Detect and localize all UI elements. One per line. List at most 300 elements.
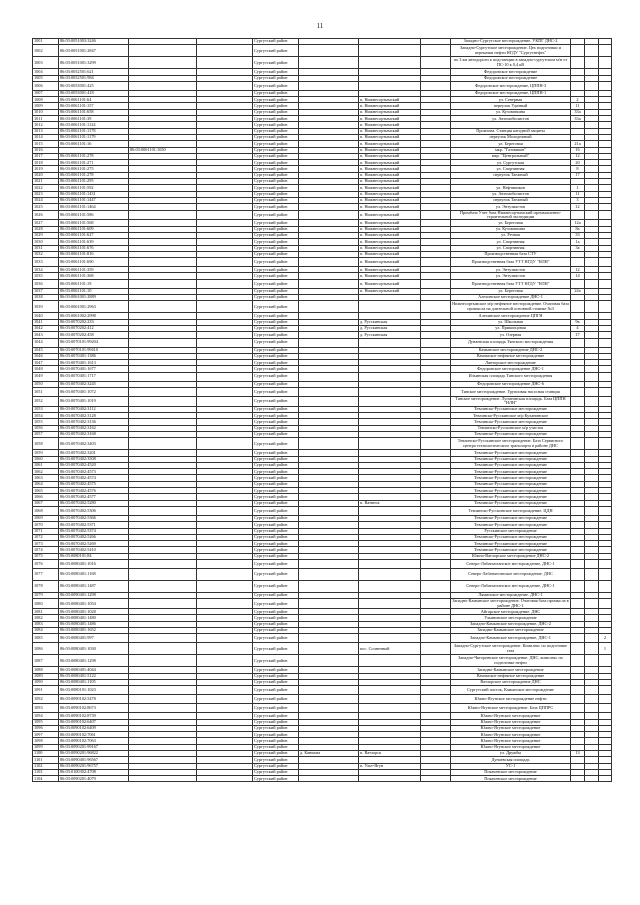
table-cell: 86:03:0070202:458 <box>59 332 129 338</box>
table-cell: Сургутский район <box>253 494 299 500</box>
table-cell <box>197 686 253 695</box>
table-cell <box>129 776 197 782</box>
table-cell: Сургутский район <box>253 191 299 197</box>
table-cell: 86:03:0052501:621 <box>59 69 129 75</box>
table-cell <box>421 686 451 695</box>
table-cell <box>299 695 359 704</box>
table-cell: 1034 <box>33 267 59 273</box>
table-cell: Алехинское месторождение ДНС-1 <box>451 295 571 301</box>
table-cell <box>197 396 253 406</box>
table-cell: 86:03:0090102:8739 <box>59 713 129 719</box>
table-cell: Западно-Камынское месторождение <box>451 628 571 634</box>
table-cell: 1024 <box>33 197 59 203</box>
table-cell: 86:03:0061001:2963 <box>59 301 129 313</box>
table-cell: Сургутский район <box>253 732 299 738</box>
table-cell: ул. Школьная <box>451 319 571 325</box>
table-cell: 86:03:0080401:1030 <box>59 643 129 655</box>
table-cell: 86:03:0070202:233 <box>59 319 129 325</box>
table-cell <box>585 210 599 220</box>
table-cell: 1080 <box>33 599 59 609</box>
table-cell <box>197 634 253 643</box>
table-cell: ул. Дружбы <box>451 751 571 757</box>
table-cell <box>421 210 451 220</box>
table-cell: Сургутский район <box>253 232 299 238</box>
table-cell <box>129 396 197 406</box>
table-cell: 1084 <box>33 628 59 634</box>
table-cell <box>421 301 451 313</box>
table-cell: 86:03:0061101:1431 <box>59 191 129 197</box>
table-cell: 1101 <box>33 757 59 763</box>
table-cell: 86:03:0061101:1179 <box>59 134 129 140</box>
table-cell <box>585 279 599 288</box>
table-cell <box>299 569 359 581</box>
table-cell: 86:03:0090201:96757 <box>59 763 129 769</box>
table-cell <box>421 387 451 396</box>
table-cell <box>571 569 585 581</box>
table-cell: п. Нижнесортымский <box>359 141 421 147</box>
table-cell <box>585 599 599 609</box>
table-cell: 1089 <box>33 673 59 679</box>
table-cell <box>129 301 197 313</box>
table-cell: 1063 <box>33 475 59 481</box>
table-cell: 1005 <box>33 75 59 81</box>
table-cell <box>599 396 612 406</box>
table-row <box>33 438 612 450</box>
table-cell: 1061 <box>33 462 59 468</box>
table-cell: д. Каюкова <box>299 751 359 757</box>
table-cell: Южно-Ягунское месторождение <box>451 744 571 750</box>
table-cell: 86:03:0070402:3128 <box>59 413 129 419</box>
table-cell: 86:03:0052501:984 <box>59 75 129 81</box>
table-cell: 2 <box>599 634 612 643</box>
table-cell <box>571 704 585 713</box>
table-cell <box>585 387 599 396</box>
table-cell <box>599 506 612 515</box>
table-row <box>33 506 612 515</box>
table-cell <box>359 81 421 90</box>
table-cell: 1055 <box>33 419 59 425</box>
table-cell <box>129 57 197 69</box>
table-cell <box>571 45 585 57</box>
table-cell <box>585 372 599 381</box>
table-cell: Сургутский район <box>253 615 299 621</box>
table-cell <box>299 599 359 609</box>
table-cell: Тевлинско-Русскинское месторождение <box>451 456 571 462</box>
table-cell: 1050 <box>33 381 59 387</box>
table-cell: 86:03:0090102:7061 <box>59 732 129 738</box>
table-cell: Сургутский район <box>253 197 299 203</box>
table-cell <box>129 387 197 396</box>
table-cell <box>299 776 359 782</box>
table-cell <box>571 258 585 267</box>
table-cell: Сургутский район <box>253 425 299 431</box>
table-cell: Сургутский район <box>253 547 299 553</box>
table-cell: Сургутский район <box>253 325 299 331</box>
table-cell: 86:03:0090102:5478 <box>59 695 129 704</box>
table-cell: 1001 <box>33 39 59 45</box>
table-cell: п. Нижнесортымский <box>359 226 421 232</box>
table-cell: 13 <box>571 751 585 757</box>
table-cell <box>599 438 612 450</box>
table-cell: Южно-Ягунское месторождение <box>451 713 571 719</box>
table-cell: Сургутский район <box>253 500 299 506</box>
table-cell: Покачевское месторождение <box>451 776 571 782</box>
table-cell: Сургутский район <box>253 462 299 468</box>
table-row <box>33 599 612 609</box>
table-cell: переулок Молодежный <box>451 134 571 140</box>
table-cell: Западно-Камынское месторождение, ДНС-1 <box>451 634 571 643</box>
table-cell <box>571 506 585 515</box>
table-cell <box>299 686 359 695</box>
table-cell: п. Нижнесортымский <box>359 204 421 210</box>
table-cell: Сургутский район <box>253 769 299 775</box>
table-cell: п. Нижнесортымский <box>359 251 421 257</box>
table-cell: Сургутский район <box>253 776 299 782</box>
table-cell <box>299 655 359 667</box>
table-cell: 1020 <box>33 172 59 178</box>
table-cell: 86:03:0070401:1386 <box>59 353 129 359</box>
table-cell <box>571 634 585 643</box>
table-cell: мкр. "Газовиков" <box>451 147 571 153</box>
table-cell: Западно-Чигоринское месторождение. ДНС, комплекс по подготовке нефти <box>451 655 571 667</box>
table-cell: Сургутский район <box>253 258 299 267</box>
table-cell: п. Нижнесортымский <box>359 147 421 153</box>
table-cell <box>421 57 451 69</box>
table-cell: Тевлинско-Русскинское месторождение <box>451 515 571 521</box>
table-cell: Тевлинско-Русскинское месторождение. ЦДН <box>451 506 571 515</box>
table-cell: 86:03:0090102:7063 <box>59 738 129 744</box>
table-cell: 33а <box>571 116 585 122</box>
table-cell: Тевлинско-Русскинское месторождение <box>451 494 571 500</box>
table-cell: 86:03:0070402:3508 <box>59 456 129 462</box>
table-cell: п. Ульт-Ягун <box>359 763 421 769</box>
table-cell: Сургутский район <box>253 456 299 462</box>
table-cell <box>197 776 253 782</box>
table-cell: 86:03:0061101:278 <box>59 153 129 159</box>
table-cell: Сургутский район <box>253 97 299 103</box>
table-cell: Федоровское месторождение, ЦППН-3 <box>451 81 571 90</box>
table-cell: 1019 <box>33 166 59 172</box>
table-cell <box>599 581 612 593</box>
table-cell: п. Нижнесортымский <box>359 185 421 191</box>
register-table-body <box>33 39 612 782</box>
table-cell: Ляминское месторождение. ДНС-1 <box>451 593 571 599</box>
table-cell <box>571 372 585 381</box>
table-cell <box>421 81 451 90</box>
table-cell: Федоровское месторождение, ЦППН-1 <box>451 90 571 96</box>
table-cell: 20 <box>571 160 585 166</box>
table-cell <box>585 695 599 704</box>
table-cell: Сургутский район <box>253 204 299 210</box>
table-cell <box>299 57 359 69</box>
table-cell <box>129 704 197 713</box>
table-cell: 86:03:0090401:96567 <box>59 757 129 763</box>
table-cell: Алехинское месторождение ЦПГН <box>451 313 571 319</box>
table-cell: 1030 <box>33 239 59 245</box>
table-cell: 1098 <box>33 738 59 744</box>
table-cell <box>421 704 451 713</box>
table-cell <box>197 301 253 313</box>
table-cell: п. Ватлорск <box>359 751 421 757</box>
table-cell: 86:03:0061101:16 <box>59 141 129 147</box>
table-cell: 86:03:0051003:3246 <box>59 39 129 45</box>
table-cell: Тевлинско-Русскинское м/р Куханинское <box>451 413 571 419</box>
table-cell: 86:03:0090201:4079 <box>59 776 129 782</box>
table-cell: 1012 <box>33 122 59 128</box>
table-cell: Сургутский район <box>253 288 299 294</box>
table-cell: 3 <box>571 197 585 203</box>
table-cell: Сургутский район <box>253 45 299 57</box>
table-cell: Южно-Ягунское месторождение. База ЦППРС <box>451 704 571 713</box>
table-cell: Тевлинско-Русскинское месторождение <box>451 469 571 475</box>
table-cell: Сургутский район <box>253 438 299 450</box>
table-cell: 1072 <box>33 534 59 540</box>
table-cell: 1004 <box>33 69 59 75</box>
table-cell: Южно-Ягунское месторождение <box>451 738 571 744</box>
table-cell: Дунаевская площадь <box>451 757 571 763</box>
table-cell: ул. Озерная <box>451 332 571 338</box>
table-cell <box>585 338 599 347</box>
table-cell: Сургутский район <box>253 116 299 122</box>
table-cell <box>571 655 585 667</box>
table-cell: д. Русскинская <box>359 332 421 338</box>
table-cell <box>571 776 585 782</box>
table-cell: Сургутский район <box>253 57 299 69</box>
table-cell: Сургутский район <box>253 744 299 750</box>
table-cell: 24а <box>571 288 585 294</box>
table-cell: Ватлорское месторождение ДНС <box>451 679 571 685</box>
table-cell: Сургутский район <box>253 90 299 96</box>
table-cell: Северо-Лабатьюганское месторождение, ДНС-1 <box>451 560 571 569</box>
table-cell: Западно-Сургутское месторождение. УКПГ ДНС-2 <box>451 39 571 45</box>
table-cell: Сургутский район <box>253 515 299 521</box>
table-cell: 1077 <box>33 569 59 581</box>
table-cell: Сургутский район <box>253 226 299 232</box>
table-cell: 1049 <box>33 372 59 381</box>
table-cell: 1 <box>599 643 612 655</box>
table-cell: Тевлинско-Русскинское месторождение <box>451 481 571 487</box>
table-cell <box>571 338 585 347</box>
table-row <box>33 643 612 655</box>
table-cell: 86:03:0090201:99167 <box>59 744 129 750</box>
table-cell <box>571 210 585 220</box>
table-cell: 86:03:0070402:5366 <box>59 515 129 521</box>
table-cell: Сургутский район <box>253 39 299 45</box>
table-cell: Покачевское месторождение <box>451 769 571 775</box>
table-cell: Сургутский район <box>253 528 299 534</box>
table-cell <box>421 569 451 581</box>
table-cell: 86:03:0051001:2847 <box>59 45 129 57</box>
table-cell <box>421 634 451 643</box>
table-cell <box>197 258 253 267</box>
table-cell: Федоровское месторождение ДНС-6 <box>451 381 571 387</box>
table-cell <box>299 338 359 347</box>
table-cell: 1092 <box>33 695 59 704</box>
table-cell <box>599 776 612 782</box>
table-cell <box>299 210 359 220</box>
table-cell: 86:03:0061101:592 <box>59 185 129 191</box>
table-cell: Сургутский район <box>253 372 299 381</box>
table-cell: Сургутский район <box>253 153 299 159</box>
table-cell <box>129 599 197 609</box>
table-cell: 1073 <box>33 541 59 547</box>
table-cell: Сургутский район <box>253 134 299 140</box>
table-cell: ул. Прикопцовая <box>451 325 571 331</box>
table-cell: 86:03:0080401:1105 <box>59 679 129 685</box>
table-cell: Северо-Лабатьюганское месторождение. ДНС <box>451 569 571 581</box>
table-cell: п. Ватинск <box>359 500 421 506</box>
table-cell: 86:03:0090102:8673 <box>59 704 129 713</box>
table-cell <box>299 81 359 90</box>
table-cell: 1099 <box>33 744 59 750</box>
table-cell: 1017 <box>33 153 59 159</box>
table-cell: Сургутский район <box>253 319 299 325</box>
table-cell: 1015 <box>33 141 59 147</box>
table-cell: 1060 <box>33 456 59 462</box>
table-cell: Тевлинско-Русскинское месторождение <box>451 431 571 437</box>
table-row <box>33 695 612 704</box>
table-cell: Сургутский район <box>253 569 299 581</box>
table-cell: 86:03:0061101:816 <box>59 251 129 257</box>
table-cell: Сургутский район <box>253 381 299 387</box>
table-cell: 1066 <box>33 494 59 500</box>
table-cell <box>197 387 253 396</box>
table-cell: 1074 <box>33 547 59 553</box>
table-cell <box>599 599 612 609</box>
table-row <box>33 301 612 313</box>
table-cell <box>299 634 359 643</box>
table-cell: пос. Солнечный <box>359 643 421 655</box>
table-cell: п. Нижнесортымский <box>359 166 421 172</box>
table-cell: Сургутский район <box>253 239 299 245</box>
table-cell: Сургутский район <box>253 679 299 685</box>
table-cell <box>421 438 451 450</box>
table-cell: п. Нижнесортымский <box>359 134 421 140</box>
table-cell: 1062 <box>33 469 59 475</box>
table-cell: ул. Береговая <box>451 288 571 294</box>
table-cell: Сургутский район <box>253 673 299 679</box>
table-cell: 1029 <box>33 232 59 238</box>
table-row <box>33 372 612 381</box>
table-cell <box>421 776 451 782</box>
table-cell: 86:03:0061101:586 <box>59 210 129 220</box>
table-cell <box>129 45 197 57</box>
table-cell: 1051 <box>33 387 59 396</box>
table-cell <box>571 438 585 450</box>
table-cell <box>571 695 585 704</box>
table-cell: 17 <box>571 332 585 338</box>
table-cell: 86:03:0061101:271 <box>59 160 129 166</box>
table-cell: 86:03:0090102:6407 <box>59 719 129 725</box>
table-cell: 86:03:0053001:418 <box>59 90 129 96</box>
table-cell: Южно-Ягунское месторождение <box>451 732 571 738</box>
table-cell: 86:03:0080401:1486 <box>59 621 129 627</box>
table-cell <box>599 686 612 695</box>
table-cell <box>359 372 421 381</box>
table-cell: Сургутский район <box>253 406 299 412</box>
table-cell: п. Нижнесортымский <box>359 197 421 203</box>
table-cell <box>299 396 359 406</box>
table-cell: п. Нижнесортымский <box>359 109 421 115</box>
table-cell <box>197 643 253 655</box>
table-cell: 3а <box>571 245 585 251</box>
table-cell: 1046 <box>33 353 59 359</box>
table-cell: Сургутский район <box>253 267 299 273</box>
table-cell <box>421 643 451 655</box>
table-cell: Сургутский район <box>253 751 299 757</box>
table-cell: 1093 <box>33 704 59 713</box>
table-cell: 86:03:0070402:3168 <box>59 431 129 437</box>
table-cell: п. Нижнесортымский <box>359 288 421 294</box>
table-cell: Сургутский район <box>253 413 299 419</box>
table-cell: п. Нижнесортымский <box>359 267 421 273</box>
table-cell: 86:03:0070402:3136 <box>59 419 129 425</box>
table-cell: 1040 <box>33 313 59 319</box>
table-cell: 86:03:0080401:997 <box>59 634 129 643</box>
table-cell: 86:03:0061101:295 <box>59 179 129 185</box>
table-cell: Сургутский район <box>253 738 299 744</box>
table-cell <box>359 506 421 515</box>
table-cell: 86:03:0061101:690 <box>59 258 129 267</box>
table-cell <box>129 372 197 381</box>
table-row <box>33 387 612 396</box>
table-cell: Сургутский район <box>253 366 299 372</box>
table-cell: Сургутский район <box>253 387 299 396</box>
table-cell: Сургутский район <box>253 75 299 81</box>
table-cell: 86:03:0070402:4520 <box>59 462 129 468</box>
table-cell: 1076 <box>33 560 59 569</box>
table-cell: 86:03:0061101:568 <box>59 220 129 226</box>
table-cell <box>421 506 451 515</box>
table-cell <box>359 581 421 593</box>
table-cell: по 3 км автодороги к подстанции в западно-сургутском м/н от ПС-10 к 0,4 кВ <box>451 57 571 69</box>
table-cell <box>599 57 612 69</box>
table-cell: Сургутский район <box>253 353 299 359</box>
table-cell: Сургутский район <box>253 643 299 655</box>
table-cell: 1048 <box>33 366 59 372</box>
table-cell <box>571 599 585 609</box>
table-cell: 86:03:0070402:3112 <box>59 406 129 412</box>
table-cell <box>359 634 421 643</box>
table-cell <box>129 279 197 288</box>
table-cell: 86:03:0070402:5374 <box>59 528 129 534</box>
table-cell: 1045 <box>33 347 59 353</box>
table-cell: 1026 <box>33 210 59 220</box>
table-cell <box>299 560 359 569</box>
table-cell: Сургутский район <box>253 109 299 115</box>
table-cell: 86:03:0070402:5306 <box>59 506 129 515</box>
table-cell: 1003 <box>33 57 59 69</box>
table-cell: 1052 <box>33 396 59 406</box>
table-cell: мкр. "Центральный" <box>451 153 571 159</box>
table-cell: 86:03:0080401:1487 <box>59 581 129 593</box>
table-cell: 1102 <box>33 763 59 769</box>
table-cell: 9в <box>571 319 585 325</box>
table-cell: ул. Северная <box>451 97 571 103</box>
table-cell: Сургутский район <box>253 599 299 609</box>
table-cell: 86:03:0061101:639 <box>59 239 129 245</box>
table-cell: 86:03:0061101:39 <box>59 116 129 122</box>
table-cell: 1041 <box>33 319 59 325</box>
table-cell: Сургутский район <box>253 621 299 627</box>
table-cell <box>421 599 451 609</box>
table-cell: 86:03:0061002:2998 <box>59 313 129 319</box>
table-cell: 86:03:0061101:19 <box>59 279 129 288</box>
table-cell: 1033 <box>33 258 59 267</box>
table-cell <box>359 686 421 695</box>
table-cell: п. Нижнесортымский <box>359 210 421 220</box>
table-cell: ул. Спортивная <box>451 239 571 245</box>
